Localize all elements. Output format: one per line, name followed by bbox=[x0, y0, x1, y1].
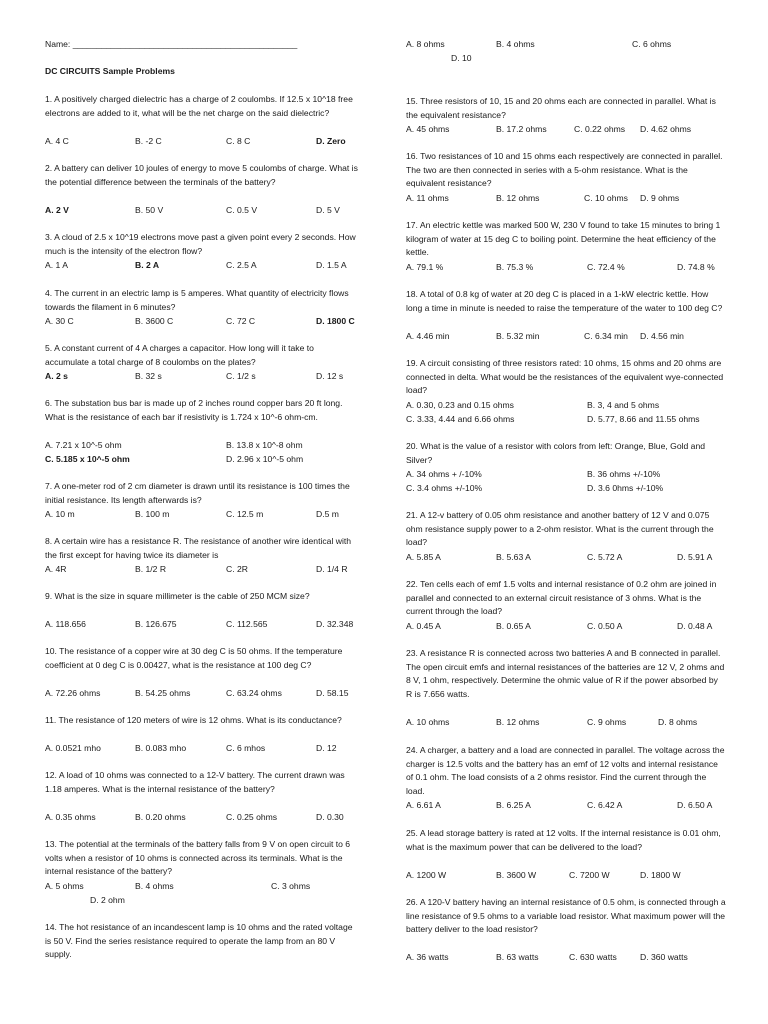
question-text: 21. A 12-v battery of 0.05 ohm resistance and another battery of 12 V and 0.075 ohm resistance supply power to a 2-ohm resistor. What is the current through the load? bbox=[406, 510, 714, 547]
question-text: 26. A 120-V battery having an internal resistance of 0.5 ohm, is connected through a line resistance of 9.5 ohms to a variable load resistor. What maximum power will the battery deliver to the load resistor? bbox=[406, 897, 726, 934]
answer-option: B. 0.083 mho bbox=[135, 743, 187, 753]
answer-option: B. 0.65 A bbox=[496, 620, 531, 631]
question-text: 15. Three resistors of 10, 15 and 20 ohms each are connected in parallel. What is the equivalent resistance? bbox=[406, 96, 716, 120]
question-text: 11. The resistance of 120 meters of wire is 12 ohms. What is its conductance? bbox=[45, 715, 342, 725]
answer-option: C. 3 ohms bbox=[271, 880, 311, 891]
answer-option: D. 12 bbox=[316, 743, 337, 753]
answer-option: C. 72.4 % bbox=[587, 261, 625, 272]
answer-option: B. 4 ohms bbox=[496, 39, 535, 49]
answer-option: C. 0.22 ohms bbox=[574, 124, 626, 134]
answer-option: C. 6 ohms bbox=[632, 39, 672, 49]
answer-option: B. 12 ohms bbox=[496, 192, 540, 203]
answer-option: D. 5 V bbox=[316, 204, 340, 215]
answer-option: C. 10 ohms bbox=[584, 192, 628, 203]
name-line: Name: _______________________________________________ bbox=[45, 39, 298, 49]
answer-option: D. 6.50 A bbox=[677, 800, 713, 810]
question-text: 20. What is the value of a resistor with colors from left: Orange, Blue, Gold and Silver? bbox=[406, 441, 706, 465]
answer-option: A. 10 ohms bbox=[406, 716, 450, 727]
answer-option: B. 100 m bbox=[135, 509, 170, 519]
question-text: 17. An electric kettle was marked 500 W, 230 V found to take 15 minutes to bring 1 kilogram of water at 15 deg C to boiling point. Determine the heat efficiency of the kettle. bbox=[406, 220, 721, 257]
answer-option: C. 3.4 ohms +/-10% bbox=[406, 483, 483, 493]
answer-option: B. 126.675 bbox=[135, 619, 177, 629]
answer-option: C. 1/2 s bbox=[226, 371, 256, 381]
answer-option: C. 6.34 min bbox=[584, 330, 628, 341]
question-text: 9. What is the size in square millimeter is the cable of 250 MCM size? bbox=[45, 591, 310, 601]
answer-option: C. 9 ohms bbox=[587, 716, 627, 727]
answer-option: D. Zero bbox=[316, 135, 346, 146]
answer-option: A. 36 watts bbox=[406, 952, 449, 962]
answer-option: A. 2 V bbox=[45, 204, 69, 215]
answer-option: C. 0.50 A bbox=[587, 620, 623, 631]
question-text: 6. The substation bus bar is made up of 2 inches round copper bars 20 ft long. What is the resistance of each bar if resistivity is 1.724 x 10^-6 ohm-cm. bbox=[45, 398, 343, 422]
answer-option: B. 32 s bbox=[135, 371, 162, 381]
question-text: 5. A constant current of 4 A charges a capacitor. How long will it take to accumulate a total charge of 8 coulombs on the plates? bbox=[45, 343, 314, 367]
answer-option: D. 10 bbox=[451, 53, 472, 63]
answer-option: D. 4.62 ohms bbox=[640, 124, 692, 134]
answer-option: B. 4 ohms bbox=[135, 880, 174, 891]
question-text: 14. The hot resistance of an incandescent lamp is 10 ohms and the rated voltage is 50 V. Find the series resistance required to operate the lamp from an 80 V supply. bbox=[45, 922, 353, 959]
answer-option: D. 0.48 A bbox=[677, 620, 713, 631]
answer-option: C. 2R bbox=[226, 564, 248, 574]
answer-option: B. 3600 C bbox=[135, 316, 174, 326]
question-text: 12. A load of 10 ohms was connected to a 12-V battery. The current drawn was 1.18 amperes. What is the internal resistance of the battery? bbox=[45, 770, 345, 794]
question-text: 7. A one-meter rod of 2 cm diameter is drawn until its resistance is 100 times the initial resistance. Its length afterwards is? bbox=[45, 481, 350, 505]
answer-option: C. 112.565 bbox=[226, 619, 268, 629]
answer-option: B. 3600 W bbox=[496, 869, 537, 880]
answer-option: D. 5.77, 8.66 and 11.55 ohms bbox=[587, 413, 700, 424]
answer-option: A. 1200 W bbox=[406, 869, 447, 880]
answer-option: B. 36 ohms +/-10% bbox=[587, 469, 661, 479]
answer-option: B. 5.63 A bbox=[496, 551, 531, 562]
answer-option: A. 0.30, 0.23 and 0.15 ohms bbox=[406, 399, 514, 410]
answer-option: B. 2 A bbox=[135, 260, 160, 270]
document-title: DC CIRCUITS Sample Problems bbox=[45, 66, 175, 76]
answer-option: A. 4 C bbox=[45, 135, 69, 146]
answer-option: A. 5.85 A bbox=[406, 551, 441, 562]
question-text: 18. A total of 0.8 kg of water at 20 deg C is placed in a 1-kW electric kettle. How long a time in minute is needed to raise the temperature of the water to 100 deg C? bbox=[406, 289, 723, 313]
answer-option: C. 0.25 ohms bbox=[226, 811, 278, 822]
answer-option: A. 118.656 bbox=[45, 619, 86, 629]
answer-option: B. 6.25 A bbox=[496, 800, 531, 810]
answer-option: B. 5.32 min bbox=[496, 330, 540, 341]
answer-option: B. 12 ohms bbox=[496, 716, 540, 727]
answer-option: C. 6.42 A bbox=[587, 800, 623, 810]
answer-option: A. 7.21 x 10^-5 ohm bbox=[45, 439, 122, 450]
answer-option: B. 54.25 ohms bbox=[135, 687, 191, 698]
answer-option: A. 0.45 A bbox=[406, 620, 441, 631]
answer-option: A. 0.35 ohms bbox=[45, 811, 96, 822]
answer-option: B. -2 C bbox=[135, 135, 162, 146]
answer-option: A. 34 ohms + /-10% bbox=[406, 469, 482, 479]
answer-option: B. 17.2 ohms bbox=[496, 124, 547, 134]
answer-option: D. 58.15 bbox=[316, 687, 349, 698]
answer-option: D. 4.56 min bbox=[640, 330, 684, 341]
answer-option: D. 2 ohm bbox=[90, 894, 125, 905]
question-text: 10. The resistance of a copper wire at 30 deg C is 50 ohms. If the temperature coefficient at 0 deg C is 0.00427, what is the resistance at 100 deg C? bbox=[45, 646, 343, 670]
answer-option: A. 2 s bbox=[45, 371, 68, 381]
answer-option: D. 12 s bbox=[316, 371, 344, 381]
answer-option: C. 6 mhos bbox=[226, 743, 266, 753]
question-text: 1. A positively charged dielectric has a charge of 2 coulombs. If 12.5 x 10^18 free electrons are added to it, what will be the net charge on the said dielectric? bbox=[45, 94, 353, 118]
answer-option: D. 8 ohms bbox=[658, 716, 698, 727]
answer-option: A. 5 ohms bbox=[45, 880, 84, 891]
answer-option: C. 12.5 m bbox=[226, 509, 264, 519]
question-text: 4. The current in an electric lamp is 5 amperes. What quantity of electricity flows towards the filament in 6 minutes? bbox=[45, 288, 349, 312]
answer-option: B. 13.8 x 10^-8 ohm bbox=[226, 439, 303, 450]
answer-option: A. 0.0521 mho bbox=[45, 743, 101, 753]
answer-option: C. 5.185 x 10^-5 ohm bbox=[45, 453, 130, 464]
answer-option: D. 1800 C bbox=[316, 316, 355, 326]
answer-option: C. 630 watts bbox=[569, 952, 617, 962]
answer-option: C. 3.33, 4.44 and 6.66 ohms bbox=[406, 413, 515, 424]
answer-option: B. 50 V bbox=[135, 204, 164, 215]
answer-option: C. 5.72 A bbox=[587, 551, 623, 562]
question-text: 13. The potential at the terminals of the battery falls from 9 V on open circuit to 6 volts when a resistor of 10 ohms is connected across its terminals. What is the internal resistance of the battery? bbox=[45, 839, 351, 876]
answer-option: A. 8 ohms bbox=[406, 39, 445, 49]
answer-option: D. 360 watts bbox=[640, 952, 688, 962]
answer-option: D. 32.348 bbox=[316, 619, 354, 629]
answer-option: C. 2.5 A bbox=[226, 260, 257, 270]
answer-option: A. 4R bbox=[45, 564, 67, 574]
answer-option: C. 0.5 V bbox=[226, 204, 258, 215]
answer-option: A. 6.61 A bbox=[406, 800, 441, 810]
answer-option: A. 10 m bbox=[45, 509, 75, 519]
answer-option: A. 30 C bbox=[45, 316, 74, 326]
answer-option: D. 2.96 x 10^-5 ohm bbox=[226, 453, 304, 464]
question-text: 8. A certain wire has a resistance R. The resistance of another wire identical with the first except for having twice its diameter is bbox=[45, 536, 352, 560]
question-text: 25. A lead storage battery is rated at 12 volts. If the internal resistance is 0.01 ohm, what is the maximum power that can be delivered to the load? bbox=[406, 828, 721, 852]
answer-option: D. 1/4 R bbox=[316, 564, 348, 574]
question-text: 19. A circuit consisting of three resistors rated: 10 ohms, 15 ohms and 20 ohms are connected in delta. What would be the resistances of the equivalent wye-connected load? bbox=[406, 358, 724, 395]
answer-option: A. 11 ohms bbox=[406, 192, 449, 203]
answer-option: D. 74.8 % bbox=[677, 261, 715, 272]
answer-option: B. 1/2 R bbox=[135, 564, 167, 574]
answer-option: D.5 m bbox=[316, 509, 339, 519]
answer-option: D. 9 ohms bbox=[640, 192, 680, 203]
answer-option: B. 63 watts bbox=[496, 952, 539, 962]
answer-option: C. 7200 W bbox=[569, 869, 610, 880]
answer-option: D. 3.6 0hms +/-10% bbox=[587, 483, 664, 493]
answer-option: D. 1.5 A bbox=[316, 260, 347, 270]
answer-option: D. 0.30 bbox=[316, 811, 344, 822]
answer-option: B. 75.3 % bbox=[496, 261, 534, 272]
answer-option: A. 79.1 % bbox=[406, 261, 444, 272]
answer-option: C. 8 C bbox=[226, 135, 251, 146]
question-text: 23. A resistance R is connected across two batteries A and B connected in parallel. The open circuit emfs and internal resistances of the batteries are 12 V, 2 ohms and 8 V, 1 ohm, respectively. Determine the ohmic value of R if the power absorbed by R is 7.656 watts. bbox=[406, 648, 725, 699]
answer-option: A. 45 ohms bbox=[406, 124, 450, 134]
answer-option: B. 0.20 ohms bbox=[135, 811, 186, 822]
answer-option: A. 72.26 ohms bbox=[45, 687, 101, 698]
answer-option: C. 63.24 ohms bbox=[226, 687, 282, 698]
question-text: 22. Ten cells each of emf 1.5 volts and internal resistance of 0.2 ohm are joined in parallel and connected to an external circuit resistance of 3 ohms. What is the current through the load? bbox=[406, 579, 717, 616]
question-text: 24. A charger, a battery and a load are connected in parallel. The voltage across the charger is 12.5 volts and the battery has an emf of 12 volts and internal resistance of 0.1 ohm. The load consists of a 2 ohms resistor. Find the current through the load. bbox=[406, 745, 725, 796]
answer-option: C. 72 C bbox=[226, 316, 256, 326]
answer-option: A. 4.46 min bbox=[406, 330, 450, 341]
question-text: 16. Two resistances of 10 and 15 ohms each respectively are connected in parallel. The two are then connected in series with a 5-ohm resistance. What is the equivalent resistance? bbox=[406, 151, 723, 188]
question-text: 2. A battery can deliver 10 joules of energy to move 5 coulombs of charge. What is the potential difference between the terminals of the battery? bbox=[45, 163, 358, 187]
answer-option: B. 3, 4 and 5 ohms bbox=[587, 399, 660, 410]
answer-option: D. 5.91 A bbox=[677, 551, 713, 562]
answer-option: A. 1 A bbox=[45, 260, 68, 270]
answer-option: D. 1800 W bbox=[640, 869, 681, 880]
question-text: 3. A cloud of 2.5 x 10^19 electrons move past a given point every 2 seconds. How much is the intensity of the electron flow? bbox=[45, 232, 356, 256]
